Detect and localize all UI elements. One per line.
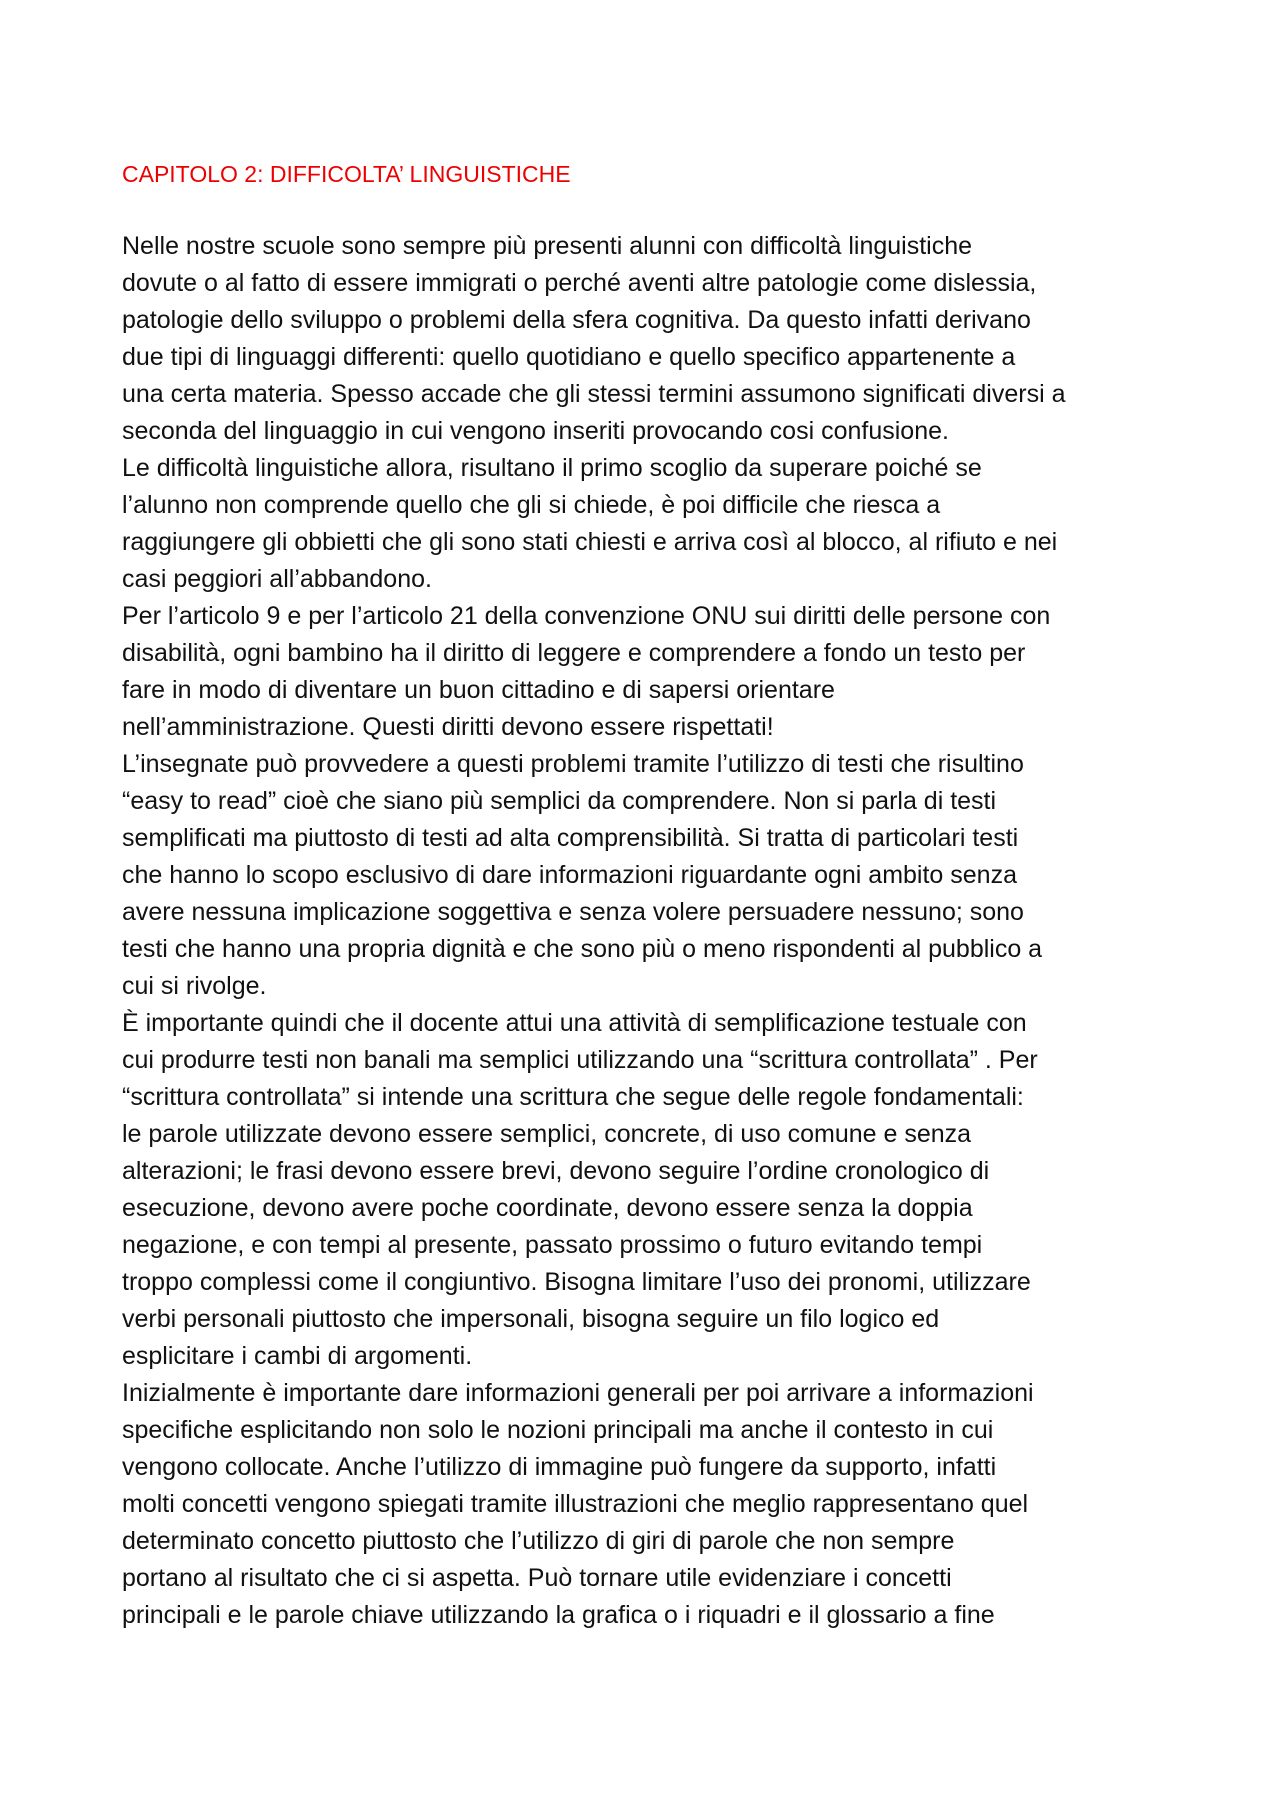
text-line: testi che hanno una propria dignità e che sono più o meno rispondenti al pubblico a [122,935,1043,963]
text-line: fare in modo di diventare un buon cittadino e di sapersi orientare [122,676,835,704]
text-line: Nelle nostre scuole sono sempre più presenti alunni con difficoltà linguistiche [122,232,973,260]
body-text [122,228,1172,1634]
text-line: troppo complessi come il congiuntivo. Bisogna limitare l’uso dei pronomi, utilizzare [122,1268,1031,1296]
text-line: le parole utilizzate devono essere semplici, concrete, di uso comune e senza [122,1120,972,1148]
text-line: specifiche esplicitando non solo le nozioni principali ma anche il contesto in cui [122,1416,994,1444]
text-line: È importante quindi che il docente attui una attività di semplificazione testuale con [122,1009,1027,1037]
text-line: l’alunno non comprende quello che gli si chiede, è poi difficile che riesca a [122,491,941,519]
chapter-title: CAPITOLO 2: DIFFICOLTA’ LINGUISTICHE [122,161,571,187]
text-line: Inizialmente è importante dare informazioni generali per poi arrivare a informazioni [122,1379,1034,1407]
text-line: principali e le parole chiave utilizzando la grafica o i riquadri e il glossario a fine [122,1601,995,1629]
text-line: “scrittura controllata” si intende una scrittura che segue delle regole fondamentali: [122,1083,1024,1111]
text-line: casi peggiori all’abbandono. [122,565,432,593]
text-line: esplicitare i cambi di argomenti. [122,1342,473,1370]
text-line: negazione, e con tempi al presente, passato prossimo o futuro evitando tempi [122,1231,983,1259]
text-line: nell’amministrazione. Questi diritti devono essere rispettati! [122,713,774,741]
text-line: portano al risultato che ci si aspetta. Può tornare utile evidenziare i concetti [122,1564,952,1592]
text-line: due tipi di linguaggi differenti: quello quotidiano e quello specifico appartenente a [122,343,1016,371]
text-line: vengono collocate. Anche l’utilizzo di immagine può fungere da supporto, infatti [122,1453,997,1481]
text-line: disabilità, ogni bambino ha il diritto di leggere e comprendere a fondo un testo per [122,639,1026,667]
text-line: seconda del linguaggio in cui vengono inseriti provocando cosi confusione. [122,417,949,445]
text-line: che hanno lo scopo esclusivo di dare informazioni riguardante ogni ambito senza [122,861,1017,889]
text-line: esecuzione, devono avere poche coordinate, devono essere senza la doppia [122,1194,973,1222]
text-line: alterazioni; le frasi devono essere brevi, devono seguire l’ordine cronologico di [122,1157,990,1185]
text-line: avere nessuna implicazione soggettiva e senza volere persuadere nessuno; sono [122,898,1024,926]
text-line: determinato concetto piuttosto che l’utilizzo di giri di parole che non sempre [122,1527,955,1555]
text-line: cui produrre testi non banali ma semplici utilizzando una “scrittura controllata” . Per [122,1046,1038,1074]
text-line: semplificati ma piuttosto di testi ad alta comprensibilità. Si tratta di particolari testi [122,824,1019,852]
text-line: Per l’articolo 9 e per l’articolo 21 della convenzione ONU sui diritti delle persone con [122,602,1051,630]
text-line: raggiungere gli obbietti che gli sono stati chiesti e arriva così al blocco, al rifiuto e nei [122,528,1058,556]
text-line: verbi personali piuttosto che impersonali, bisogna seguire un filo logico ed [122,1305,940,1333]
text-line: patologie dello sviluppo o problemi della sfera cognitiva. Da questo infatti derivano [122,306,1031,334]
text-line: Le difficoltà linguistiche allora, risultano il primo scoglio da superare poiché se [122,454,982,482]
text-line: L’insegnate può provvedere a questi problemi tramite l’utilizzo di testi che risultino [122,750,1024,778]
text-line: dovute o al fatto di essere immigrati o perché aventi altre patologie come dislessia, [122,269,1037,297]
text-line: molti concetti vengono spiegati tramite illustrazioni che meglio rappresentano quel [122,1490,1029,1518]
text-line: cui si rivolge. [122,972,267,1000]
text-line: una certa materia. Spesso accade che gli stessi termini assumono significati diversi a [122,380,1066,408]
text-line: “easy to read” cioè che siano più semplici da comprendere. Non si parla di testi [122,787,997,815]
